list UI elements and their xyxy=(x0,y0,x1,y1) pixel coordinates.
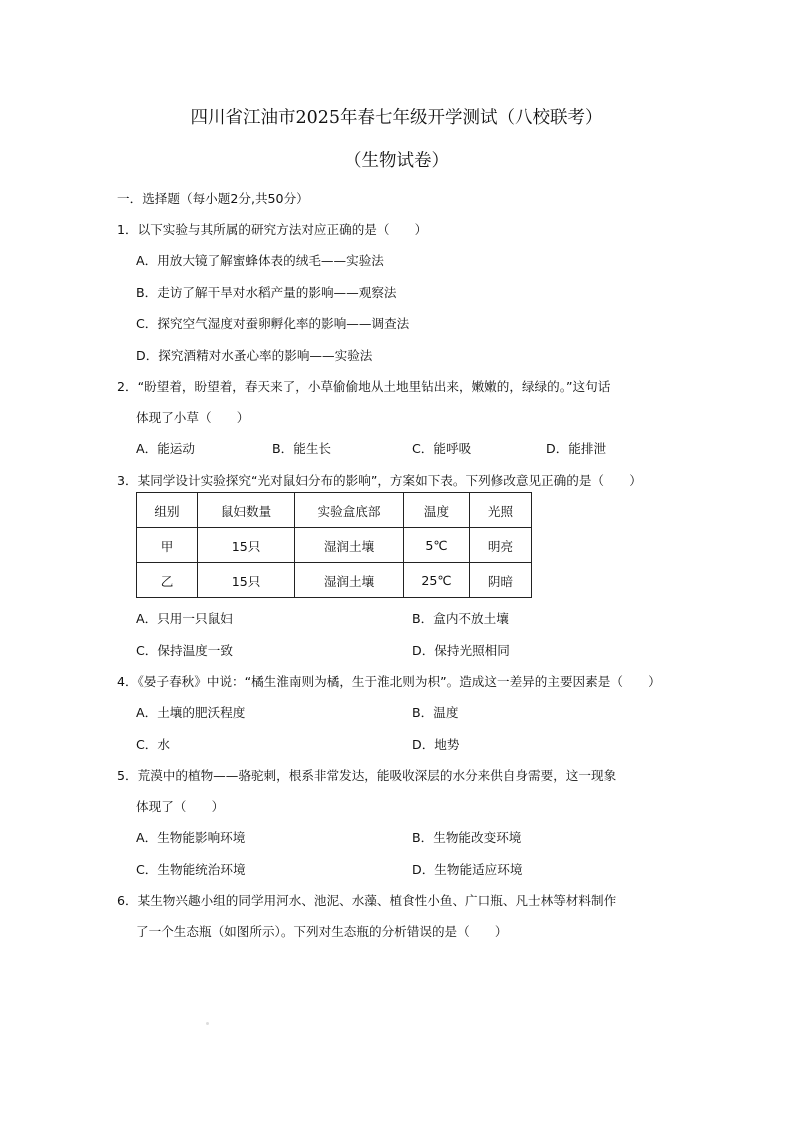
q3-option-c: C．保持温度一致 xyxy=(136,643,233,658)
table-cell: 15只 xyxy=(198,563,295,598)
question-3-stem: 3．某同学设计实验探究“光对鼠妇分布的影响”，方案如下表。下列修改意见正确的是（ ） xyxy=(117,473,642,488)
question-2-stem-line1: 2．“盼望着，盼望着，春天来了，小草偷偷地从土地里钻出来，嫩嫩的，绿绿的。”这句话 xyxy=(117,379,611,394)
table-cell: 湿润土壤 xyxy=(295,563,404,598)
q2-option-c: C．能呼吸 xyxy=(412,441,472,456)
question-6-stem-line2: 了一个生态瓶（如图所示）。下列对生态瓶的分析错误的是（ ） xyxy=(136,924,508,939)
q5-option-d: D．生物能适应环境 xyxy=(412,862,523,877)
experiment-table xyxy=(136,492,532,598)
table-header-cell: 温度 xyxy=(404,493,470,528)
table-cell: 阴暗 xyxy=(470,563,532,598)
q3-option-b: B．盒内不放土壤 xyxy=(412,611,509,626)
q1-option-d: D．探究酒精对水蚤心率的影响——实验法 xyxy=(136,348,373,363)
table-cell: 乙 xyxy=(137,563,198,598)
q2-option-d: D．能排泄 xyxy=(546,441,607,456)
question-1-stem: 1．以下实验与其所属的研究方法对应正确的是（ ） xyxy=(117,222,428,237)
table-row xyxy=(137,563,532,598)
question-5-stem-line2: 体现了（ ） xyxy=(136,799,225,814)
q2-option-b: B．能生长 xyxy=(272,441,332,456)
table-header-cell: 鼠妇数量 xyxy=(198,493,295,528)
exam-subtitle: （生物试卷） xyxy=(344,151,449,171)
table-cell: 明亮 xyxy=(470,528,532,563)
q5-option-c: C．生物能统治环境 xyxy=(136,862,246,877)
section-heading: 一．选择题（每小题2分,共50分） xyxy=(117,191,309,206)
question-4-stem: 4．《晏子春秋》中说：“橘生淮南则为橘，生于淮北则为枳”。造成这一差异的主要因素是（ ） xyxy=(117,674,661,689)
q1-option-c: C．探究空气湿度对蚕卵孵化率的影响——调查法 xyxy=(136,316,410,331)
q5-option-b: B．生物能改变环境 xyxy=(412,830,522,845)
table-header-cell: 光照 xyxy=(470,493,532,528)
table-header-cell: 实验盒底部 xyxy=(295,493,404,528)
q5-option-a: A．生物能影响环境 xyxy=(136,830,246,845)
table-cell: 25℃ xyxy=(404,563,470,598)
q4-option-a: A．土壤的肥沃程度 xyxy=(136,705,246,720)
q2-option-a: A．能运动 xyxy=(136,441,195,456)
question-5-stem-line1: 5．荒漠中的植物——骆驼刺，根系非常发达，能吸收深层的水分来供自身需要，这一现象 xyxy=(117,768,617,783)
question-6-stem-line1: 6．某生物兴趣小组的同学用河水、池泥、水藻、植食性小鱼、广口瓶、凡士林等材料制作 xyxy=(117,893,617,908)
q1-option-b: B．走访了解干旱对水稻产量的影响——观察法 xyxy=(136,285,397,300)
page-speck xyxy=(206,1022,209,1025)
table-header-row xyxy=(137,493,532,528)
table-cell: 甲 xyxy=(137,528,198,563)
table-cell: 湿润土壤 xyxy=(295,528,404,563)
q1-option-a: A．用放大镜了解蜜蜂体表的绒毛——实验法 xyxy=(136,253,384,268)
q3-option-d: D．保持光照相同 xyxy=(412,643,510,658)
table-cell: 15只 xyxy=(198,528,295,563)
table-header-cell: 组别 xyxy=(137,493,198,528)
q3-option-a: A．只用一只鼠妇 xyxy=(136,611,233,626)
q4-option-b: B．温度 xyxy=(412,705,459,720)
exam-title: 四川省江油市2025年春七年级开学测试（八校联考） xyxy=(190,108,603,128)
question-2-stem-line2: 体现了小草（ ） xyxy=(136,410,250,425)
table-row xyxy=(137,528,532,563)
q4-option-d: D．地势 xyxy=(412,737,460,752)
q4-option-c: C．水 xyxy=(136,737,170,752)
table-cell: 5℃ xyxy=(404,528,470,563)
